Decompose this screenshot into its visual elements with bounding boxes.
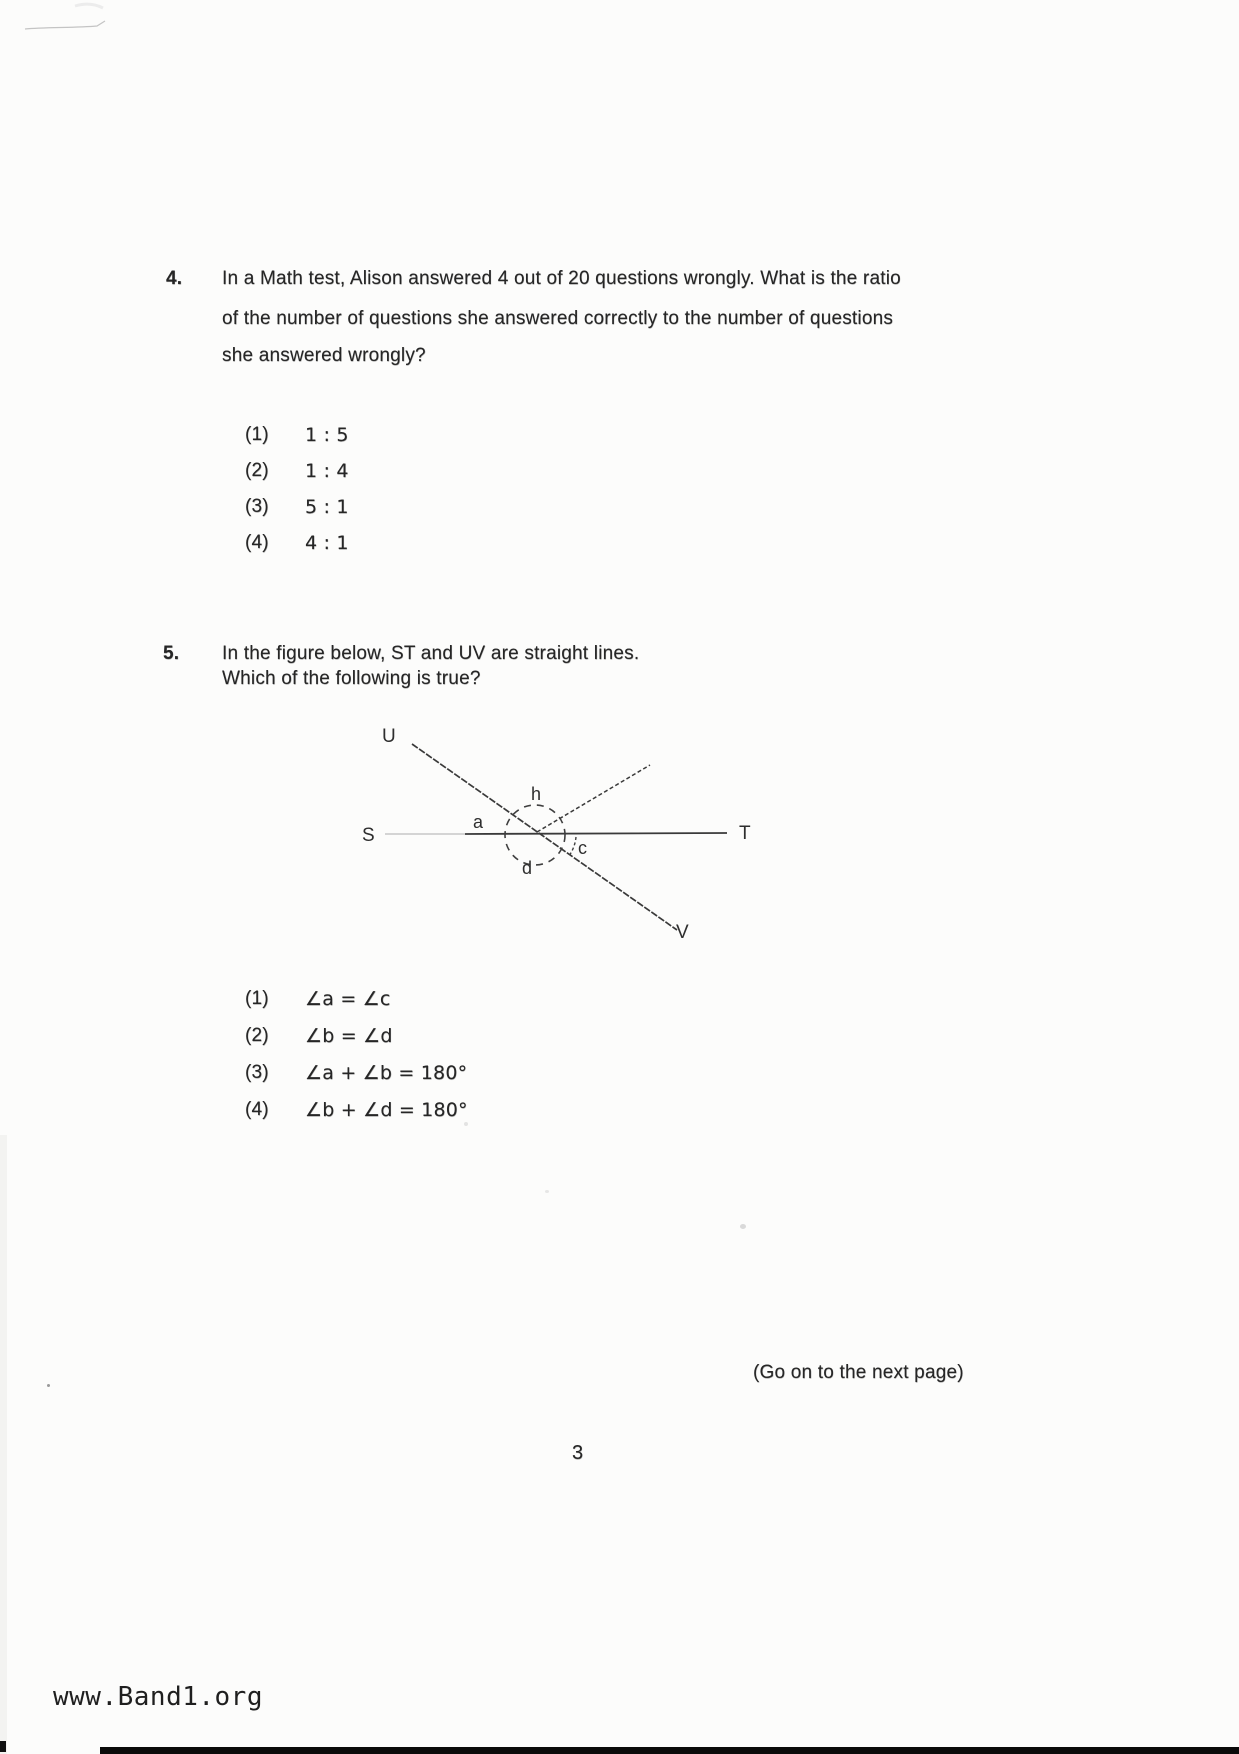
option-value: ∠a + ∠b = 180° bbox=[305, 1062, 468, 1084]
option-value: 1 : 5 bbox=[305, 424, 349, 446]
option-value: ∠b = ∠d bbox=[305, 1025, 393, 1047]
option-row bbox=[245, 424, 349, 446]
option-row bbox=[245, 1099, 468, 1121]
scan-artifact-left-edge bbox=[0, 1135, 7, 1754]
option-label: (3) bbox=[245, 1062, 269, 1083]
figure-label-s: S bbox=[362, 825, 375, 846]
option-row bbox=[245, 988, 468, 1010]
option-row bbox=[245, 460, 349, 482]
figure-angle-label-d: d bbox=[522, 858, 533, 878]
figure-angle-label-a: a bbox=[473, 812, 484, 832]
question-5-text-line-2: Which of the following is true? bbox=[222, 668, 481, 689]
option-value: ∠a = ∠c bbox=[305, 988, 391, 1010]
option-label: (2) bbox=[245, 460, 269, 481]
question-4-text-line-3: she answered wrongly? bbox=[222, 345, 426, 366]
option-label: (1) bbox=[245, 988, 269, 1009]
question-4-text-line-1: In a Math test, Alison answered 4 out of 20 questions wrongly. What is the ratio bbox=[222, 268, 901, 289]
figure-angle-label-c: c bbox=[578, 838, 587, 858]
figure-angle-label-b: h bbox=[531, 784, 542, 804]
option-label: (4) bbox=[245, 1099, 269, 1120]
option-label: (3) bbox=[245, 496, 269, 517]
option-row bbox=[245, 532, 349, 554]
line-uv bbox=[412, 744, 677, 930]
scan-speck bbox=[47, 1384, 50, 1387]
figure-label-v: V bbox=[676, 922, 689, 943]
question-5-number: 5. bbox=[163, 643, 180, 664]
angle-c-arc bbox=[569, 837, 576, 856]
option-value: 1 : 4 bbox=[305, 460, 349, 482]
scan-artifact-corner-mark bbox=[0, 1741, 6, 1752]
ray-upper-right bbox=[537, 765, 650, 832]
scan-speck bbox=[545, 1190, 549, 1193]
option-label: (2) bbox=[245, 1025, 269, 1046]
scan-speck bbox=[740, 1224, 746, 1229]
footer-website-url: www.Band1.org bbox=[53, 1682, 263, 1712]
option-row bbox=[245, 1062, 468, 1084]
option-value: 5 : 1 bbox=[305, 496, 349, 518]
go-on-next-page-note: (Go on to the next page) bbox=[753, 1362, 964, 1383]
option-label: (1) bbox=[245, 424, 269, 445]
question-5-text-line-1: In the figure below, ST and UV are straight lines. bbox=[222, 643, 640, 664]
question-4-number: 4. bbox=[166, 268, 183, 289]
option-label: (4) bbox=[245, 532, 269, 553]
angle-circle-dashed bbox=[505, 805, 565, 865]
figure-label-u: U bbox=[382, 726, 396, 747]
question-4-text-line-2: of the number of questions she answered correctly to the number of questions bbox=[222, 308, 894, 329]
question-5-options bbox=[245, 988, 468, 1121]
question-4-options bbox=[245, 424, 349, 554]
scan-artifact-bottom-bar bbox=[100, 1747, 1239, 1754]
scan-speck bbox=[464, 1122, 468, 1126]
option-value: ∠b + ∠d = 180° bbox=[305, 1099, 468, 1121]
page-number: 3 bbox=[572, 1442, 584, 1464]
scan-artifact-top-squiggle bbox=[15, 0, 145, 45]
option-value: 4 : 1 bbox=[305, 532, 349, 554]
option-row bbox=[245, 496, 349, 518]
option-row bbox=[245, 1025, 468, 1047]
question-5-figure bbox=[320, 712, 780, 952]
figure-label-t: T bbox=[739, 823, 751, 844]
